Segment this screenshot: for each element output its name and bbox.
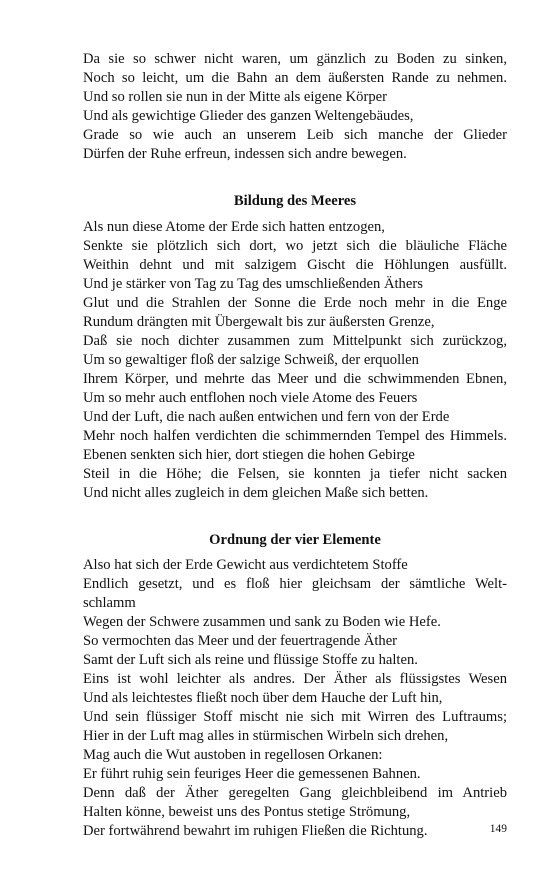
- verse-line: Und als gewichtige Glieder des ganzen Weltengebäudes,: [83, 108, 414, 124]
- verse-line: Dürfen der Ruhe erfreun, indessen sich andre bewegen.: [83, 146, 407, 162]
- verse-line: Er führt ruhig sein feuriges Heer die gemessenen Bahnen.: [83, 766, 421, 782]
- verse-line-continuation: schlamm: [83, 595, 136, 611]
- book-page: [83, 50, 507, 841]
- verse-line: Glut und die Strahlen der Sonne die Erde noch mehr in die Enge: [83, 295, 507, 311]
- verse-line: Und der Luft, die nach außen entwichen und fern von der Erde: [83, 409, 450, 425]
- verse-line: Ebenen senkten sich hier, dort stiegen die hohen Gebirge: [83, 447, 415, 463]
- verse-line: Hier in der Luft mag alles in stürmischen Wirbeln sich drehen,: [83, 728, 449, 744]
- verse-line: Um so gewaltiger floß der salzige Schweiß, der erquollen: [83, 352, 419, 368]
- section-heading: Bildung des Meeres: [233, 193, 357, 209]
- verse-line: Eins ist wohl leichter als andres. Der Äther als flüssigstes Wesen: [83, 671, 507, 687]
- verse-stanza: [83, 556, 507, 841]
- verse-line: Daß sie noch dichter zusammen zum Mittelpunkt sich zurückzog,: [83, 333, 507, 349]
- verse-line: Grade so wie auch an unserem Leib sich manche der Glieder: [83, 127, 507, 143]
- verse-line: Samt der Luft sich als reine und flüssige Stoffe zu halten.: [83, 652, 418, 668]
- verse-line: Und so rollen sie nun in der Mitte als eigene Körper: [83, 89, 387, 105]
- verse-line: Mehr noch halfen verdichten die schimmernden Tempel des Himmels.: [83, 428, 507, 444]
- verse-line: Als nun diese Atome der Erde sich hatten entzogen,: [83, 219, 385, 235]
- verse-line: Und sein flüssiger Stoff mischt nie sich mit Wirren des Luftraums;: [83, 709, 507, 725]
- verse-stanza: [83, 218, 507, 503]
- verse-line: Rundum drängten mit Übergewalt bis zur äußersten Grenze,: [83, 314, 435, 330]
- verse-stanza: [83, 50, 507, 164]
- verse-line: Denn daß der Äther geregelten Gang gleichbleibend im Antrieb: [83, 785, 507, 801]
- verse-line: Mag auch die Wut austoben in regellosen Orkanen:: [83, 747, 383, 763]
- verse-line: Endlich gesetzt, und es floß hier gleichsam der sämtliche Welt-: [83, 576, 507, 592]
- verse-line: Um so mehr auch entflohen noch viele Atome des Feuers: [83, 390, 418, 406]
- verse-line: Steil in die Höhe; die Felsen, sie konnten ja tiefer nicht sacken: [83, 466, 507, 482]
- verse-line: Und als leichtestes fließt noch über dem Hauche der Luft hin,: [83, 690, 443, 706]
- verse-line: Wegen der Schwere zusammen und sank zu Boden wie Hefe.: [83, 614, 441, 630]
- verse-line: Der fortwährend bewahrt im ruhigen Fließen die Richtung.: [83, 823, 428, 839]
- verse-line: Also hat sich der Erde Gewicht aus verdichtetem Stoffe: [83, 557, 408, 573]
- verse-line: Und nicht alles zugleich in dem gleichen Maße sich betten.: [83, 485, 429, 501]
- page-number: 149: [489, 823, 507, 835]
- section-heading: Ordnung der vier Elemente: [209, 532, 381, 548]
- verse-line: Senkte sie plötzlich sich dort, wo jetzt sich die bläuliche Fläche: [83, 238, 507, 254]
- verse-line: Weithin dehnt und mit salzigem Gischt die Höhlungen ausfüllt.: [83, 257, 507, 273]
- verse-line: Und je stärker von Tag zu Tag des umschließenden Äthers: [83, 276, 423, 292]
- verse-line: Halten könne, beweist uns des Pontus stetige Strömung,: [83, 804, 411, 820]
- verse-line: Ihrem Körper, und mehrte das Meer und die schwimmenden Ebnen,: [83, 371, 507, 387]
- verse-line: Da sie so schwer nicht waren, um gänzlich zu Boden zu sinken,: [83, 51, 507, 67]
- verse-line: Noch so leicht, um die Bahn an dem äußersten Rande zu nehmen.: [83, 70, 507, 86]
- verse-line: So vermochten das Meer und der feuertragende Äther: [83, 633, 398, 649]
